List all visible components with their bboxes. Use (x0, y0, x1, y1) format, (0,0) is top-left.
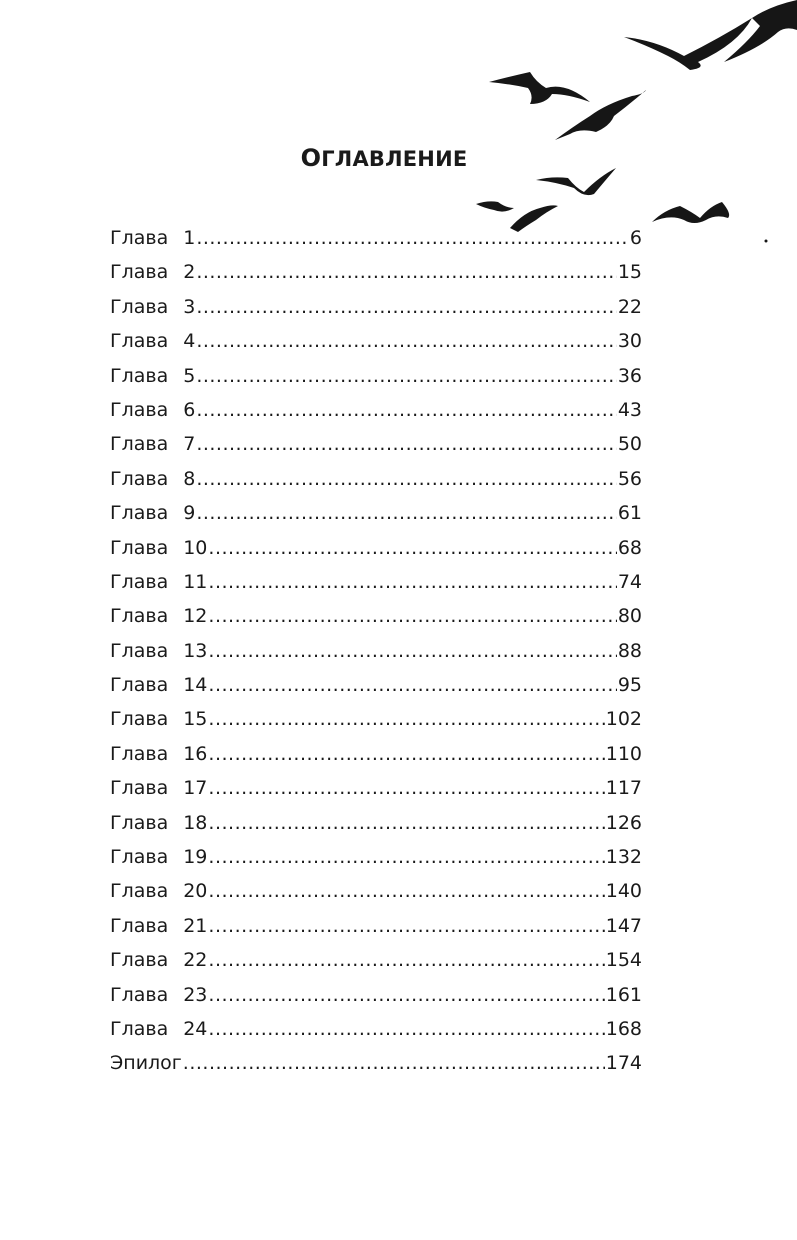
toc-entry-page: 174 (605, 1052, 642, 1075)
toc-entry (110, 978, 642, 1012)
toc-entry-label: Глава (110, 846, 169, 869)
toc-entry-label: Глава (110, 605, 169, 628)
toc-entry-number: 9 (183, 502, 196, 525)
toc-entry-page: 74 (617, 570, 642, 593)
toc-entry (110, 874, 642, 908)
toc-entry-label: Глава (110, 949, 169, 972)
toc-entry-label: Глава (110, 570, 169, 593)
toc-entry-label: Глава (110, 880, 169, 903)
toc-entry (110, 427, 642, 461)
toc-entry-number: 10 (183, 536, 208, 559)
dot-leader (208, 668, 616, 702)
dot-leader (196, 393, 617, 427)
dot-leader (196, 496, 617, 530)
toc-entry-number: 7 (183, 433, 196, 456)
toc-entry (110, 290, 642, 324)
toc-entry (110, 393, 642, 427)
toc-entry-label: Глава (110, 639, 169, 662)
dot-leader (208, 943, 604, 977)
toc-entry-number: 14 (183, 674, 208, 697)
toc-entry (110, 806, 642, 840)
toc-entry-page: 68 (617, 536, 642, 559)
toc-entry-page: 110 (605, 742, 642, 765)
toc-entry-label: Глава (110, 261, 169, 284)
toc-entry-number: 5 (183, 364, 196, 387)
toc-entry-label: Глава (110, 983, 169, 1006)
toc-entry (110, 599, 642, 633)
dot-leader (208, 702, 604, 736)
toc-entry-label: Глава (110, 364, 169, 387)
toc-entry-label: Глава (110, 467, 169, 490)
toc-entry-number: 12 (183, 605, 208, 628)
toc-entry (110, 668, 642, 702)
toc-entry-label: Глава (110, 295, 169, 318)
dot-leader (196, 359, 617, 393)
bird-silhouette (652, 202, 729, 223)
toc-entry-page: 147 (605, 914, 642, 937)
dot-leader (208, 737, 604, 771)
bird-silhouette (624, 18, 752, 70)
toc-entry-page: 22 (617, 295, 642, 318)
toc-entry-label: Глава (110, 777, 169, 800)
toc-entry-label: Глава (110, 1017, 169, 1040)
toc-entry-page: 102 (605, 708, 642, 731)
toc-entry-page: 15 (617, 261, 642, 284)
toc-entry-page: 168 (605, 1017, 642, 1040)
toc-entry-page: 140 (605, 880, 642, 903)
toc-entry-page: 80 (617, 605, 642, 628)
dot-leader (208, 909, 604, 943)
dot-leader (196, 324, 617, 358)
toc-entry-label: Глава (110, 433, 169, 456)
toc-entry-page: 6 (629, 227, 642, 249)
dot-leader (196, 290, 617, 324)
toc-entry-page: 43 (617, 398, 642, 421)
dot-leader (208, 806, 604, 840)
toc-entry-number: 23 (183, 983, 208, 1006)
toc-entry-number: 19 (183, 846, 208, 869)
toc-entry (110, 462, 642, 496)
dot-leader (196, 462, 617, 496)
dot-leader (208, 874, 604, 908)
toc-entry-number: 11 (183, 570, 208, 593)
toc-entry-page: 88 (617, 639, 642, 662)
toc-entry (110, 255, 642, 289)
toc-entry-label: Глава (110, 708, 169, 731)
toc-entry-label: Глава (110, 674, 169, 697)
toc-entry-number: 16 (183, 742, 208, 765)
dot-leader (208, 840, 604, 874)
toc-entry (110, 359, 642, 393)
toc-entry-label: Глава (110, 536, 169, 559)
toc-entry-number: 15 (183, 708, 208, 731)
bird-silhouette (476, 201, 514, 211)
toc-entry-number: 1 (183, 227, 196, 249)
bird-silhouette (536, 168, 616, 195)
dot-leader (196, 221, 629, 255)
toc-entry-page: 36 (617, 364, 642, 387)
dot-leader (208, 1012, 604, 1046)
toc-entry (110, 771, 642, 805)
toc-entry-number: 17 (183, 777, 208, 800)
toc-entry-label: Глава (110, 227, 169, 249)
toc-entry-label: Глава (110, 330, 169, 353)
toc-entry (110, 221, 642, 255)
dot-leader (196, 427, 617, 461)
toc-entry-label: Глава (110, 502, 169, 525)
page-title: ОГЛАВЛЕНИЕ (300, 144, 468, 172)
toc-entry-number: 21 (183, 914, 208, 937)
toc-entry (110, 496, 642, 530)
toc-entry-number: 22 (183, 949, 208, 972)
toc-entry-number: 18 (183, 811, 208, 834)
toc-entry (110, 1012, 642, 1046)
table-of-contents (110, 221, 642, 1081)
dot-leader (183, 1046, 605, 1080)
dot-leader (208, 634, 616, 668)
toc-entry-number: 13 (183, 639, 208, 662)
toc-entry-label: Глава (110, 811, 169, 834)
toc-entry (110, 943, 642, 977)
toc-entry-page: 61 (617, 502, 642, 525)
dot-leader (208, 978, 604, 1012)
dot-leader (208, 531, 616, 565)
toc-entry (110, 909, 642, 943)
bird-silhouette (555, 90, 646, 140)
dot-leader (208, 771, 604, 805)
toc-entry (110, 1046, 642, 1080)
toc-entry-page: 154 (605, 949, 642, 972)
toc-entry-number: 3 (183, 295, 196, 318)
toc-entry-page: 95 (617, 674, 642, 697)
toc-entry-label: Глава (110, 914, 169, 937)
dot-leader (208, 599, 616, 633)
toc-entry-number: 20 (183, 880, 208, 903)
toc-entry-page: 126 (605, 811, 642, 834)
toc-entry-number: 24 (183, 1017, 208, 1040)
toc-entry-label: Глава (110, 398, 169, 421)
toc-entry-label: Эпилог (110, 1052, 182, 1075)
toc-entry (110, 565, 642, 599)
toc-entry (110, 737, 642, 771)
toc-entry-page: 56 (617, 467, 642, 490)
toc-entry (110, 702, 642, 736)
toc-entry-page: 30 (617, 330, 642, 353)
toc-entry-label: Глава (110, 742, 169, 765)
toc-entry-number: 8 (183, 467, 196, 490)
toc-entry-number: 6 (183, 398, 196, 421)
dot-leader (208, 565, 616, 599)
toc-entry (110, 324, 642, 358)
toc-entry (110, 531, 642, 565)
bird-silhouette (489, 72, 590, 104)
toc-entry-number: 4 (183, 330, 196, 353)
toc-entry-page: 50 (617, 433, 642, 456)
toc-entry-number: 2 (183, 261, 196, 284)
toc-entry (110, 634, 642, 668)
toc-entry-page: 117 (605, 777, 642, 800)
toc-entry-page: 161 (605, 983, 642, 1006)
toc-entry-page: 132 (605, 846, 642, 869)
dot-leader (196, 255, 617, 289)
toc-entry (110, 840, 642, 874)
